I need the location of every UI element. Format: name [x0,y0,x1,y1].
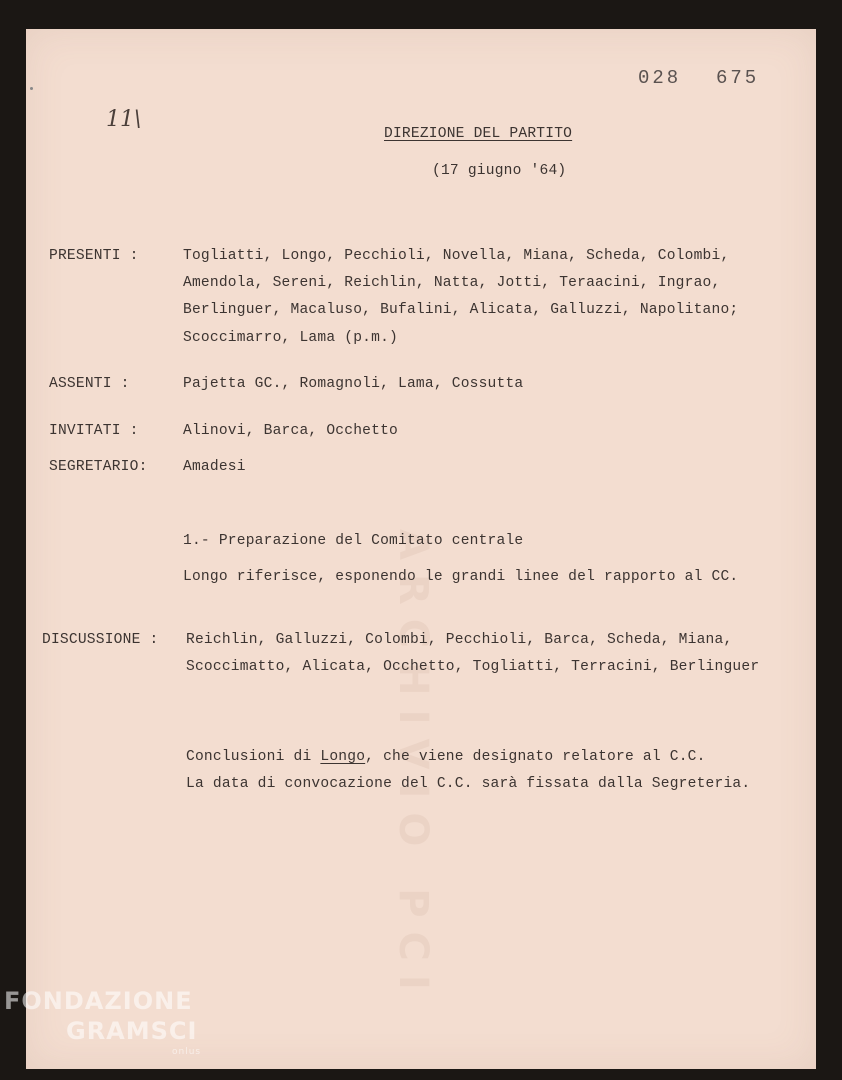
conclusioni-line2: La data di convocazione del C.C. sarà fissata dalla Segreteria. [186,776,751,792]
archive-number-left: 028 [638,67,682,89]
presenti-line: Scoccimarro, Lama (p.m.) [183,329,398,346]
discussione-label: DISCUSSIONE : [42,632,159,648]
discussione-list [186,627,759,681]
conclusioni-line1 [186,749,706,765]
document-date: (17 giugno '64) [432,163,567,179]
presenti-list [183,243,738,352]
invitati-label: INVITATI : [49,423,139,439]
paper-mark [30,87,33,90]
logo-sub: onlus [172,1047,202,1057]
discussione-line: Reichlin, Galluzzi, Colombi, Pecchioli, Barca, Scheda, Miana, [186,632,733,648]
segretario-label: SEGRETARIO: [49,459,148,475]
presenti-label: PRESENTI : [49,248,139,264]
agenda-item-text: Longo riferisce, esponendo le grandi linee del rapporto al CC. [183,569,739,585]
presenti-line: Amendola, Sereni, Reichlin, Natta, Jotti, Teraacini, Ingrao, [183,275,721,292]
conclusioni-suffix: , che viene designato relatore al C.C. [365,749,706,765]
logo-line2: GRAMSCI [66,1017,198,1045]
document-title: DIREZIONE DEL PARTITO [384,126,573,142]
conclusioni-prefix: Conclusioni di [186,749,321,765]
invitati-list: Alinovi, Barca, Occhetto [183,423,398,439]
archive-number-right: 675 [716,67,760,89]
document-page [26,29,816,1069]
logo-line1: FONDAZIONE [4,987,193,1015]
assenti-label: ASSENTI : [49,376,130,392]
presenti-line: Berlinguer, Macaluso, Bufalini, Alicata, Galluzzi, Napolitano; [183,302,739,319]
archive-watermark: ARCHIVIO PCI [390,529,436,1004]
presenti-line: Togliatti, Longo, Pecchioli, Novella, Miana, Scheda, Colombi, [183,248,730,264]
discussione-line: Scoccimatto, Alicata, Occhetto, Togliatti, Terracini, Berlinguer [186,659,760,676]
assenti-list: Pajetta GC., Romagnoli, Lama, Cossutta [183,376,524,392]
conclusioni-name: Longo [320,749,366,765]
fondazione-gramsci-logo [4,986,201,1058]
agenda-item-title: 1.- Preparazione del Comitato centrale [183,533,524,549]
segretario-name: Amadesi [183,459,246,475]
handwritten-mark: 11\ [106,107,142,132]
